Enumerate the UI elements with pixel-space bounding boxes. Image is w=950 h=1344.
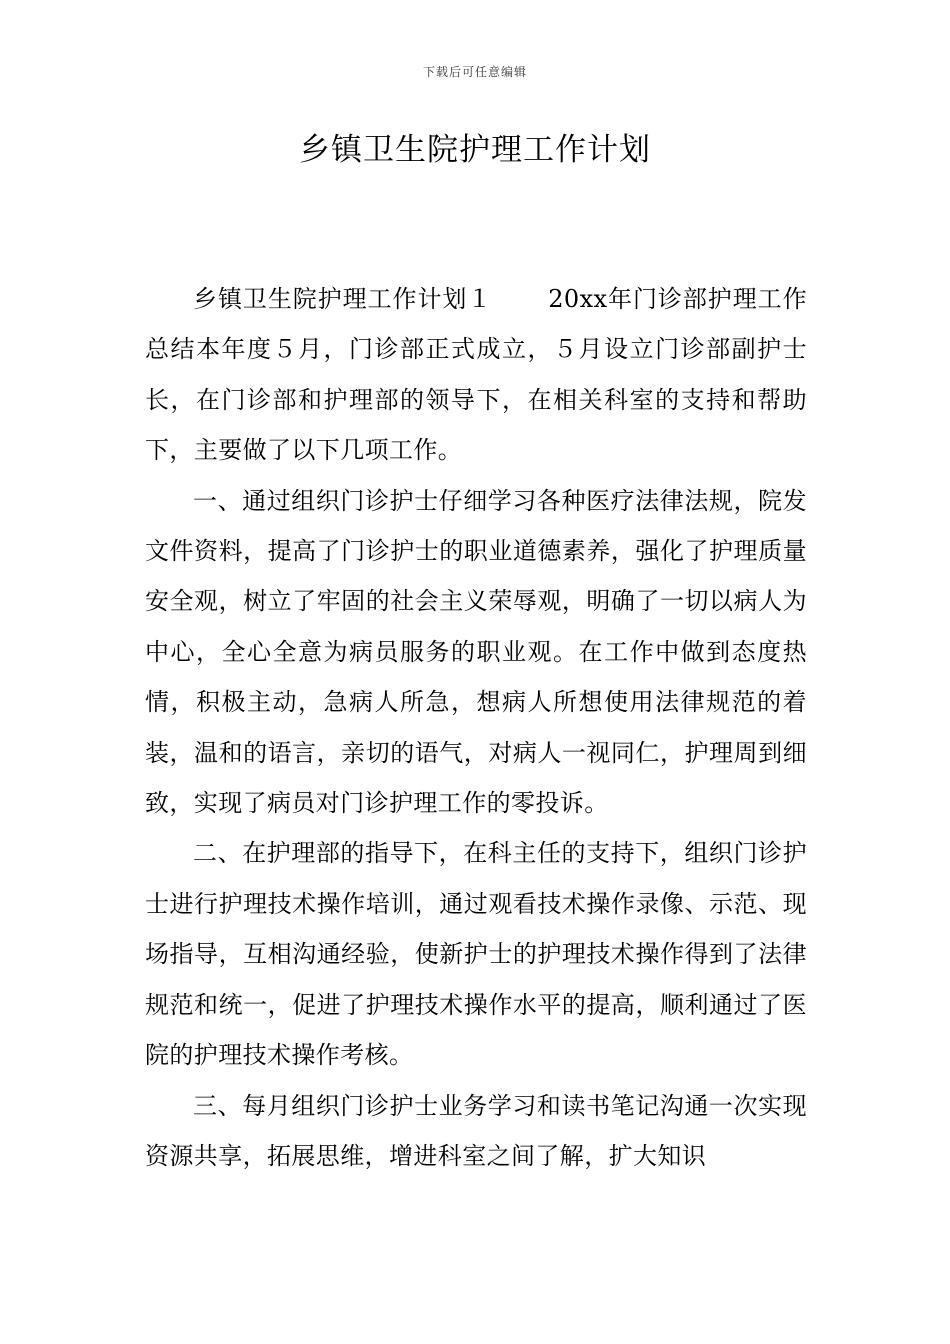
document-title: 乡镇卫生院护理工作计划 — [299, 132, 651, 168]
intro-lead: 乡镇卫生院护理工作计划１ — [193, 285, 493, 313]
header-note: 下载后可任意编辑 — [422, 65, 527, 79]
paragraph-1: 一、通过组织门诊护士仔细学习各种医疗法律法规，院发文件资料，提高了门诊护士的职业道德素养，强化了护理质量安全观，树立了牢固的社会主义荣辱观，明确了一切以病人为中心，全心全意为病员服务的职业观。在工作中做到态度热情，积极主动，急病人所急，想病人所想使用法律规范的着装，温和的语言，亲切的语气，对病人一视同仁，护理周到细致，实现了病员对门诊护理工作的零投诉。 — [145, 486, 807, 818]
paragraph-3: 三、每月组织门诊护士业务学习和读书笔记沟通一次实现资源共享，拓展思维，增进科室之间了解，扩大知识 — [145, 1091, 807, 1170]
document-body — [145, 274, 807, 1181]
intro-text: 20xx年门诊部护理工作总结本年度５月，门诊部正式成立，５月设立门诊部副护士长，在门诊部和护理部的领导下，在相关科室的支持和帮助下，主要做了以下几项工作。 — [145, 285, 807, 465]
paragraph-intro — [145, 274, 807, 476]
paragraph-2: 二、在护理部的指导下，在科主任的支持下，组织门诊护士进行护理技术操作培训，通过观看技术操作录像、示范、现场指导，互相沟通经验，使新护士的护理技术操作得到了法律规范和统一，促进了护理技术操作水平的提高，顺利通过了医院的护理技术操作考核。 — [145, 839, 807, 1070]
